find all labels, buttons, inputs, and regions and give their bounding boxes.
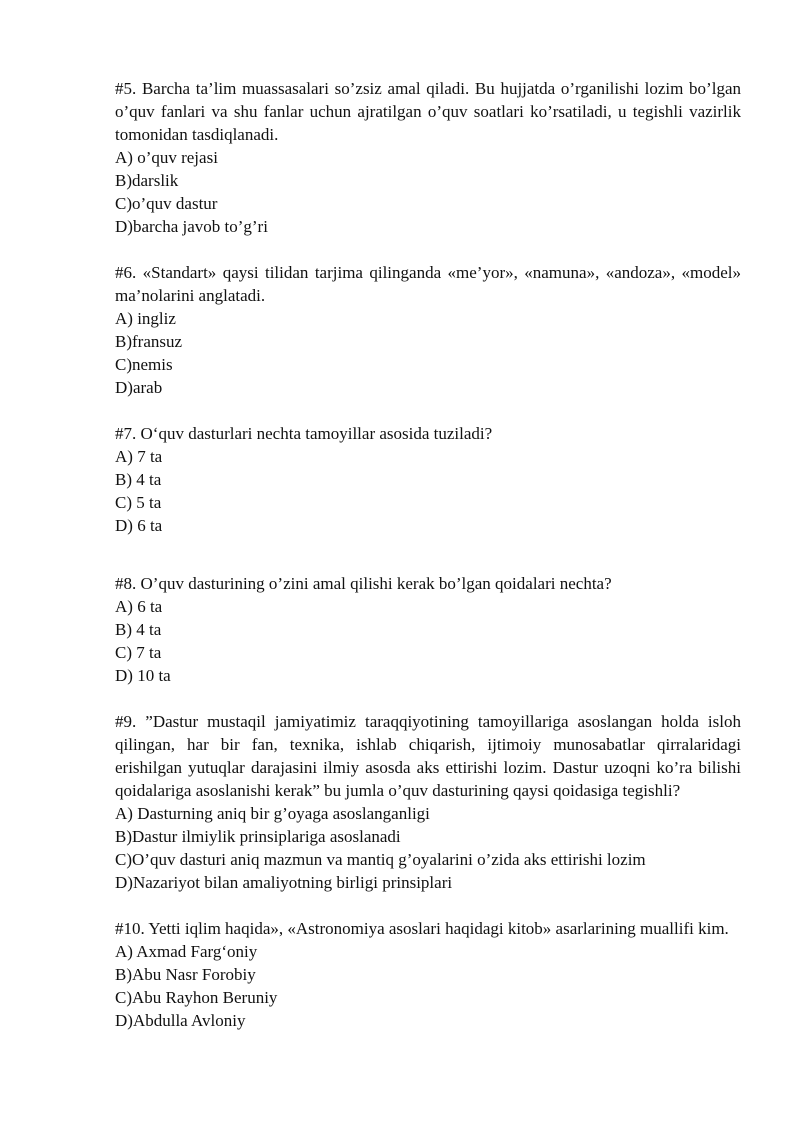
option-b: B) 4 ta [115,470,162,489]
option-a: A) 7 ta [115,447,163,466]
option-c: C) 7 ta [115,643,162,662]
question-text: #8. O’quv dasturining o’zini amal qilishi kerak bo’lgan qoidalari nechta? [115,574,612,593]
spacer [115,687,741,710]
option-d: D)arab [115,378,163,397]
spacer [115,537,741,572]
question-7 [115,422,741,537]
option-b: B)darslik [115,171,179,190]
question-5 [115,77,741,238]
option-b: B)Dastur ilmiylik prinsiplariga asoslanadi [115,827,401,846]
spacer [115,894,741,917]
question-9 [115,710,741,894]
option-c: C)O’quv dasturi aniq mazmun va mantiq g’oyalarini o’zida aks ettirishi lozim [115,850,646,869]
question-8 [115,572,741,687]
option-d: D)barcha javob to’g’ri [115,217,268,236]
option-a: A) o’quv rejasi [115,148,218,167]
option-d: D)Nazariyot bilan amaliyotning birligi prinsiplari [115,873,453,892]
option-c: C) 5 ta [115,493,162,512]
question-text: #10. Yetti iqlim haqida», «Astronomiya asoslari haqidagi kitob» asarlarining muallifi kim. [115,919,729,938]
question-text: #5. Barcha ta’lim muassasalari so’zsiz amal qiladi. Bu hujjatda o’rganilishi lozim bo’lgan o’quv fanlari va shu fanlar uchun ajratilgan o’quv soatlari ko’rsatiladi, u tegishli vazirlik tomonidan tasdiqlanadi. [115,79,741,144]
question-10 [115,917,741,1032]
option-c: C)nemis [115,355,173,374]
question-text: #9. ”Dastur mustaqil jamiyatimiz taraqqiyotining tamoyillariga asoslangan holda isloh qilingan, har bir fan, texnika, ishlab chiqarish, ijtimoiy munosabatlar qirralaridagi erishilgan yutuqlar darajasini ilmiy asosda aks ettirishi lozim. Dastur uzoqni ko’ra bilishi qoidalariga asoslanishi kerak” bu jumla o’quv dasturining qaysi qoidasiga tegishli? [115,712,741,800]
option-b: B)Abu Nasr Forobiy [115,965,256,984]
option-a: A) ingliz [115,309,176,328]
option-d: D) 10 ta [115,666,171,685]
question-6 [115,261,741,399]
question-text: #6. «Standart» qaysi tilidan tarjima qilinganda «me’yor», «namuna», «andoza», «model» ma’nolarini anglatadi. [115,263,741,305]
option-d: D) 6 ta [115,516,163,535]
question-text: #7. O‘quv dasturlari nechta tamoyillar asosida tuziladi? [115,424,493,443]
spacer [115,238,741,261]
option-b: B)fransuz [115,332,183,351]
option-a: A) Dasturning aniq bir g’oyaga asoslanganligi [115,804,430,823]
option-a: A) 6 ta [115,597,163,616]
option-c: C)o’quv dastur [115,194,218,213]
spacer [115,399,741,422]
option-b: B) 4 ta [115,620,162,639]
document-page [115,77,741,1032]
option-d: D)Abdulla Avloniy [115,1011,246,1030]
option-a: A) Axmad Farg‘oniy [115,942,258,961]
option-c: C)Abu Rayhon Beruniy [115,988,278,1007]
